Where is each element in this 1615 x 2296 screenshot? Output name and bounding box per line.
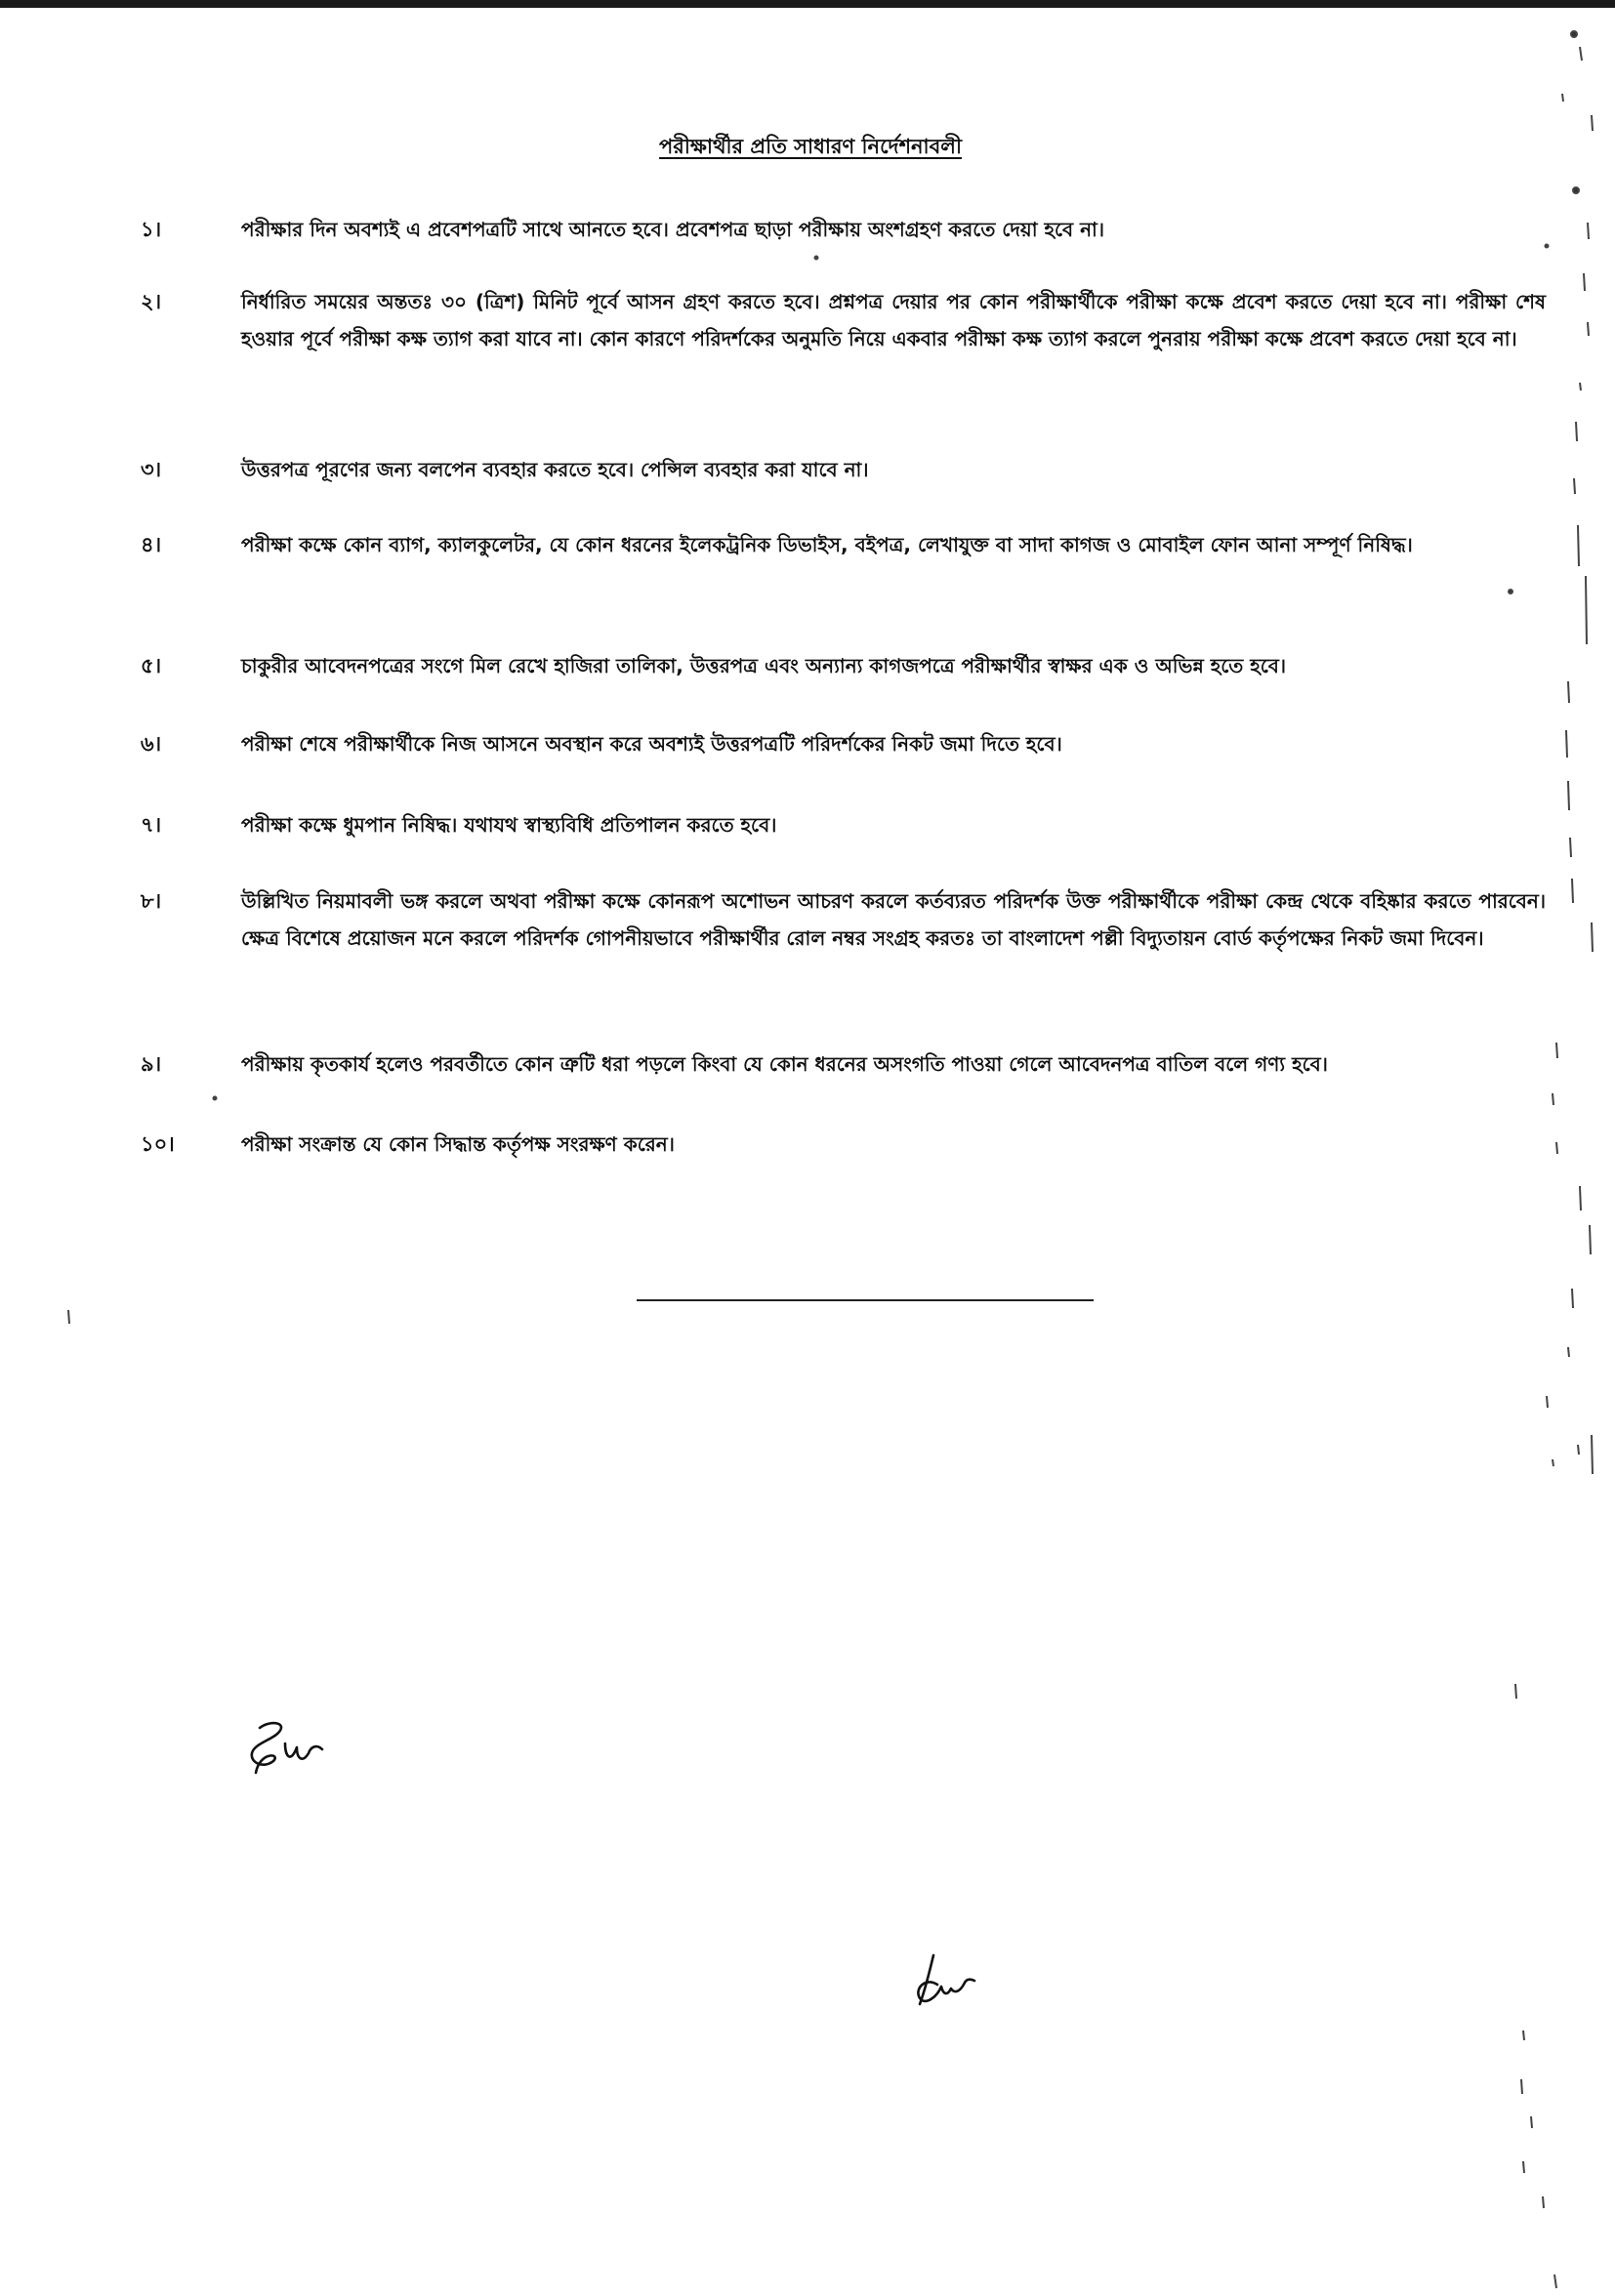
instruction-number: ৬। bbox=[141, 732, 162, 756]
handwritten-initials-icon bbox=[908, 1946, 981, 2014]
instruction-text: পরীক্ষার দিন অবশ্যই এ প্রবেশপত্রটি সাথে আনতে হবে। প্রবেশপত্র ছাড়া পরীক্ষায় অংশগ্রহণ করতে দেয়া হবে না। bbox=[241, 218, 1105, 241]
instruction-text: পরীক্ষা শেষে পরীক্ষার্থীকে নিজ আসনে অবস্থান করে অবশ্যই উত্তরপত্রটি পরিদর্শকের নিকট জমা দিতে হবে। bbox=[241, 732, 1062, 756]
instruction-text: নির্ধারিত সময়ের অন্ততঃ ৩০ (ত্রিশ) মিনিট পূর্বে আসন গ্রহণ করতে হবে। প্রশ্নপত্র দেয়ার পর কোন পরীক্ষার্থীকে পরীক্ষা কক্ষে প্রবেশ করতে দেয়া হবে না। পরীক্ষা শেষ হওয়ার পূর্বে পরীক্ষা কক্ষ ত্যাগ করা যাবে না। কোন কারণে পরিদর্শকের অনুমতি নিয়ে একবার পরীক্ষা কক্ষ ত্যাগ করলে পুনরায় পরীক্ষা কক্ষে প্রবেশ করতে দেয়া হবে না। bbox=[241, 290, 1546, 350]
instruction-number: ১। bbox=[141, 218, 162, 241]
instruction-number: ৮। bbox=[141, 889, 162, 913]
instruction-number: ৭। bbox=[141, 813, 162, 837]
instruction-number: ৪। bbox=[141, 533, 162, 556]
instruction-text: উত্তরপত্র পূরণের জন্য বলপেন ব্যবহার করতে হবে। পেন্সিল ব্যবহার করা যাবে না। bbox=[241, 458, 869, 481]
end-separator-line bbox=[637, 1299, 1094, 1301]
instruction-text: চাকুরীর আবেদনপত্রের সংগে মিল রেখে হাজিরা তালিকা, উত্তরপত্র এবং অন্যান্য কাগজপত্রে পরীক্ষার্থীর স্বাক্ষর এক ও অভিন্ন হতে হবে। bbox=[241, 654, 1287, 677]
instruction-text: পরীক্ষা কক্ষে ধুমপান নিষিদ্ধ। যথাযথ স্বাস্থ্যবিধি প্রতিপালন করতে হবে। bbox=[241, 813, 777, 837]
instruction-number: ৩। bbox=[141, 458, 162, 481]
instruction-number: ৫। bbox=[141, 654, 162, 677]
instruction-text: উল্লিখিত নিয়মাবলী ভঙ্গ করলে অথবা পরীক্ষা কক্ষে কোনরূপ অশোভন আচরণ করলে কর্তব্যরত পরিদর্শক উক্ত পরীক্ষার্থীকে পরীক্ষা কেন্দ্র থেকে বহিষ্কার করতে পারবেন। ক্ষেত্র বিশেষে প্রয়োজন মনে করলে পরিদর্শক গোপনীয়ভাবে পরীক্ষার্থীর রোল নম্বর সংগ্রহ করতঃ তা বাংলাদেশ পল্লী বিদ্যুতায়ন বোর্ড কর্তৃপক্ষের নিকট জমা দিবেন। bbox=[241, 889, 1546, 950]
instruction-text: পরীক্ষায় কৃতকার্য হলেও পরবর্তীতে কোন ত্রুটি ধরা পড়লে কিংবা যে কোন ধরনের অসংগতি পাওয়া গেলে আবেদনপত্র বাতিল বলে গণ্য হবে। bbox=[241, 1052, 1328, 1076]
instruction-text: পরীক্ষা সংক্রান্ত যে কোন সিদ্ধান্ত কর্তৃপক্ষ সংরক্ষণ করেন। bbox=[241, 1132, 675, 1156]
instruction-number: ১০। bbox=[141, 1132, 175, 1156]
top-border-rule bbox=[0, 0, 1615, 8]
instruction-number: ২। bbox=[141, 290, 162, 313]
instruction-number: ৯। bbox=[141, 1052, 162, 1076]
instruction-text: পরীক্ষা কক্ষে কোন ব্যাগ, ক্যালকুলেটর, যে কোন ধরনের ইলেকট্রনিক ডিভাইস, বইপত্র, লেখাযুক্ত বা সাদা কাগজ ও মোবাইল ফোন আনা সম্পূর্ণ নিষিদ্ধ। bbox=[241, 533, 1413, 556]
page-title: পরীক্ষার্থীর প্রতি সাধারণ নির্দেশনাবলী bbox=[659, 135, 962, 158]
handwritten-signature-icon bbox=[240, 1714, 333, 1783]
